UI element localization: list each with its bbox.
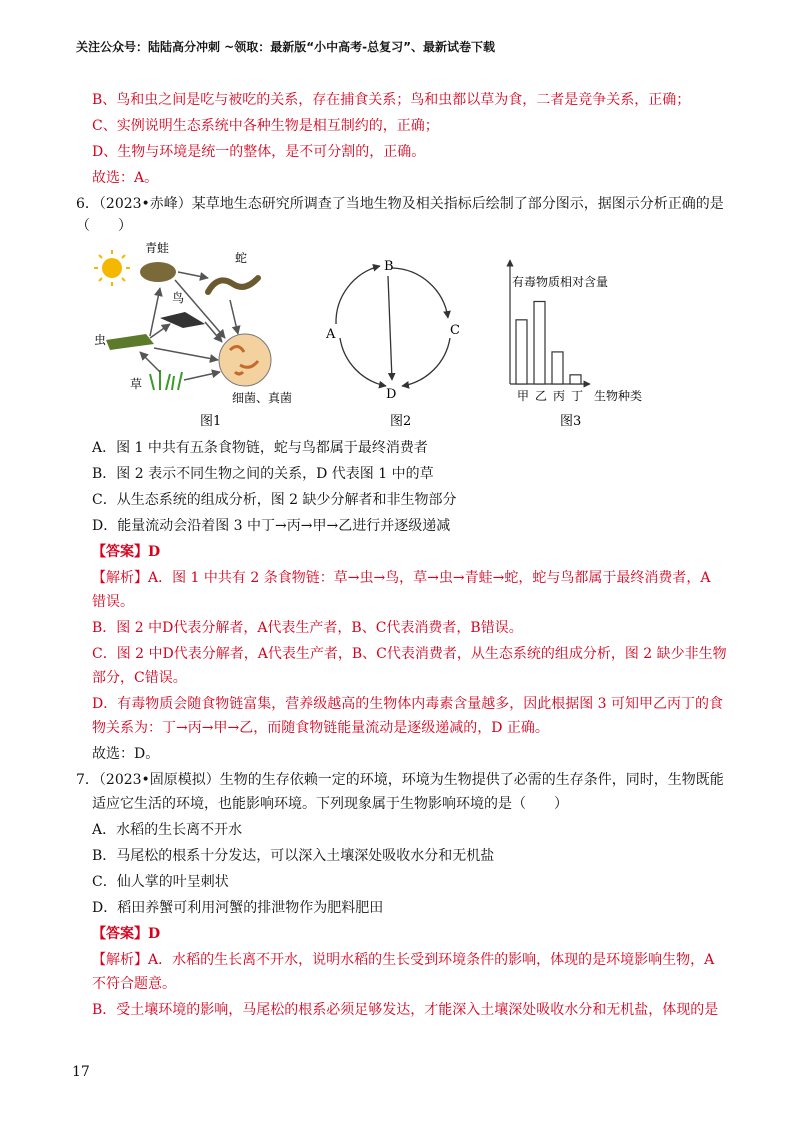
- bird-label: 鸟: [172, 291, 185, 305]
- tick-label-丁: 丁: [571, 389, 584, 403]
- insect-label: 虫: [94, 333, 107, 347]
- page-header: 关注公众号：陆陆高分冲刺 ~领取：最新版“小中高考-总复习”、最新试卷下载: [76, 40, 495, 54]
- tick-label-甲: 甲: [517, 389, 530, 403]
- prev-conclusion: 故选：A。: [92, 170, 159, 186]
- tick-label-乙: 乙: [535, 389, 548, 403]
- q6-paren: （ ）: [76, 218, 132, 234]
- q6-analysis-d2: 物关系为：丁→丙→甲→乙，而随食物链能量流动是逐级递减的，D 正确。: [92, 720, 549, 736]
- q6-option-a: A．图 1 中共有五条食物链，蛇与鸟都属于最终消费者: [92, 440, 428, 456]
- q7-option-b: B．马尾松的根系十分发达，可以深入土壤深处吸收水分和无机盐: [92, 848, 495, 864]
- bar-甲: [516, 320, 527, 384]
- figure-2-cycle: [320, 240, 490, 440]
- q7-option-d: D．稻田养蟹可利用河蟹的排泄物作为肥料肥田: [92, 900, 384, 916]
- snake-icon: [208, 278, 258, 292]
- q7-analysis-a1: 【解析】A．水稻的生长离不开水，说明水稻的生长受到环境条件的影响，体现的是环境影响生物，A: [92, 952, 715, 968]
- grass-label: 草: [130, 377, 143, 391]
- q6-answer: 【答案】D: [92, 544, 161, 560]
- q6-analysis-c1: C．图 2 中D代表分解者，A代表生产者，B、C代表消费者，从生态系统的组成分析，图 2 缺少非生物: [92, 646, 727, 662]
- page-number: 17: [72, 1064, 90, 1080]
- q6-option-d: D．能量流动会沿着图 3 中丁→丙→甲→乙进行并逐级递减: [92, 518, 451, 534]
- q6-analysis-a2: 错误。: [92, 594, 134, 610]
- bar-丙: [552, 352, 563, 384]
- q7-answer: 【答案】D: [92, 926, 161, 942]
- snake-label: 蛇: [235, 251, 248, 265]
- q6-figures: [90, 240, 670, 440]
- prev-analysis-b: B、鸟和虫之间是吃与被吃的关系，存在捕食关系；鸟和虫都以草为食，二者是竞争关系，正确；: [92, 92, 691, 108]
- figure-3-chart: [490, 240, 680, 440]
- grass-icon: [150, 370, 182, 390]
- q6-analysis-b: B．图 2 中D代表分解者，A代表生产者，B、C代表消费者，B错误。: [92, 620, 523, 636]
- prev-analysis-d: D、生物与环境是统一的整体，是不可分割的，正确。: [92, 144, 426, 160]
- decomposer-icon: [219, 334, 271, 386]
- bar-丁: [570, 375, 581, 384]
- q6-option-b: B．图 2 表示不同生物之间的关系，D 代表图 1 中的草: [92, 466, 434, 482]
- figure-1-caption: 图1: [200, 414, 222, 429]
- node-a: A: [326, 327, 336, 342]
- q7-option-a: A．水稻的生长离不开水: [92, 822, 243, 838]
- node-d: D: [386, 387, 397, 402]
- figure-1-food-web: [90, 240, 320, 440]
- sun-icon: [94, 250, 130, 286]
- figure-3-caption: 图3: [560, 414, 582, 429]
- insect-icon: [106, 334, 154, 350]
- prev-analysis-c: C、实例说明生态系统中各种生物是相互制约的，正确；: [92, 118, 439, 134]
- x-axis-label: 生物种类: [594, 389, 643, 403]
- frog-label: 青蛙: [145, 241, 170, 255]
- frog-icon: [140, 262, 176, 282]
- q7-analysis-a2: 不符合题意。: [92, 976, 176, 992]
- figure-2-caption: 图2: [390, 414, 412, 429]
- q6-analysis-a1: 【解析】A．图 1 中共有 2 条食物链：草→虫→鸟，草→虫→青蛙→蛇，蛇与鸟都属于最终消费者，A: [92, 570, 711, 586]
- node-b: B: [384, 259, 394, 274]
- q7-stem-1: 7．（2023•固原模拟）生物的生存依赖一定的环境，环境为生物提供了必需的生存条件，同时，生物既能: [76, 772, 724, 788]
- y-axis-label: 有毒物质相对含量: [512, 275, 609, 289]
- bar-乙: [534, 302, 545, 385]
- q7-option-c: C．仙人掌的叶呈刺状: [92, 874, 229, 890]
- q6-analysis-d1: D．有毒物质会随食物链富集，营养级越高的生物体内毒素含量越多，因此根据图 3 可知甲乙丙丁的食: [92, 696, 724, 712]
- q6-option-c: C．从生态系统的组成分析，图 2 缺少分解者和非生物部分: [92, 492, 457, 508]
- decomposer-label: 细菌、真菌: [232, 391, 293, 405]
- q7-analysis-b1: B．受土壤环境的影响，马尾松的根系必须足够发达，才能深入土壤深处吸收水分和无机盐，体现的是: [92, 1002, 719, 1018]
- q6-conclusion: 故选：D。: [92, 746, 160, 762]
- tick-label-丙: 丙: [553, 389, 566, 403]
- q7-stem-2: 适应它生活的环境，也能影响环境。下列现象属于生物影响环境的是（ ）: [92, 796, 568, 812]
- node-c: C: [450, 323, 460, 338]
- q6-analysis-c2: 部分，C错误。: [92, 670, 187, 686]
- q6-stem: 6．（2023•赤峰）某草地生态研究所调查了当地生物及相关指标后绘制了部分图示，据图示分析正确的是: [76, 196, 724, 212]
